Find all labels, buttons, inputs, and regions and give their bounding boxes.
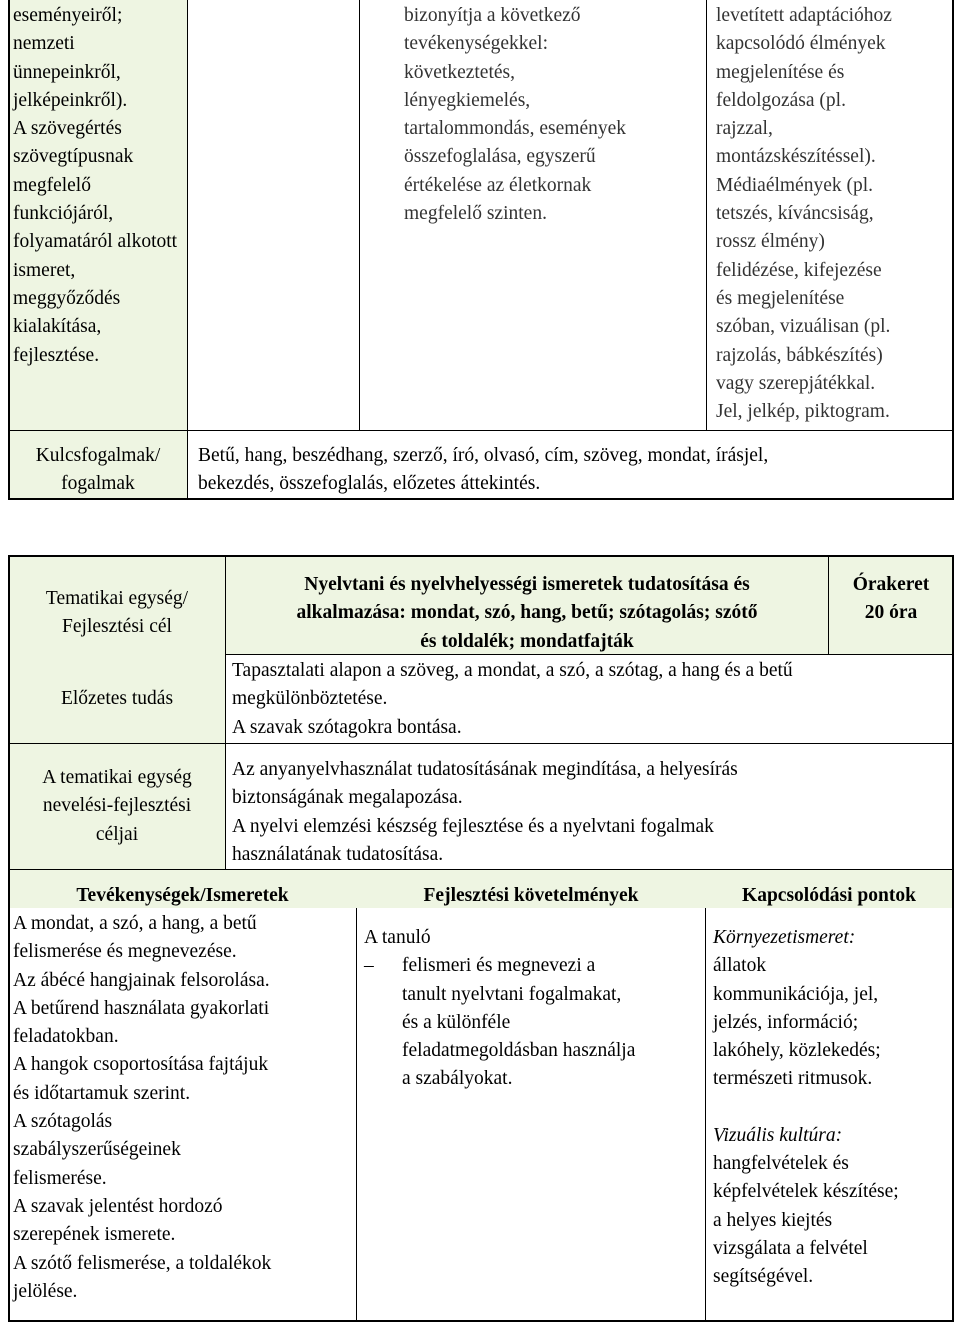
activities-text: A mondat, a szó, a hang, a betű felismerése és megnevezése. Az ábécé hangjainak felsorolása. A betűrend használata gyakorlati feladatokban. A hangok csoportosítása fajtájuk és időtartamuk szerint. A szótagolás szabályszerűségeinek felismerése. A szavak jelentést hordozó szerepének ismerete. A szótő felismerése, a toldalékok jelölése. <box>13 913 272 1302</box>
requirement-item: – felismeri és megnevezi a tanult nyelvtani fogalmakat, és a különféle feladatmegoldásban használja a szabályokat. <box>364 952 704 1093</box>
tema-label: Tematikai egység/ Fejlesztési cél <box>45 588 189 638</box>
header-kapcsolodasi-pontok: Kapcsolódási pontok <box>742 885 916 906</box>
connections-cell <box>713 924 951 1292</box>
connection-subject-kornyezetismeret: Környezetismeret: <box>713 927 856 948</box>
requirements-list <box>364 952 704 1093</box>
kulcsfogalmak-content: Betű, hang, beszédhang, szerző, író, olvasó, cím, szöveg, mondat, írásjel, bekezdés, összefoglalás, előzetes áttekintés. <box>198 445 769 495</box>
header-fejlesztesi-kovetelmenyek: Fejlesztési követelmények <box>423 885 639 906</box>
connection-text-kornyezetismeret: állatok kommunikációja, jel, jelzés, információ; lakóhely, közlekedés; természeti ritmusok. <box>713 955 881 1090</box>
requirements-cell <box>364 924 704 1094</box>
orakeret-value: 20 óra <box>864 602 918 623</box>
table-tematikai-egyseg <box>0 555 960 1323</box>
row1-col1-text: eseményeiről; nemzeti ünnepeinkről, jelképeinkről). A szövegértés szövegtípusnak megfelelő funkciójáról, folyamatáról alkotott ismeret, meggyőződés kialakítása, fejlesztése. <box>13 5 178 366</box>
table-top <box>0 0 960 500</box>
tema-title: Nyelvtani és nyelvhelyességi ismeretek tudatosítása és alkalmazása: mondat, szó, hang, betű; szótagolás; szótő és toldalék; mondatfajták <box>296 574 758 652</box>
connection-text-vizualis-kultura: hangfelvételek és képfelvételek készítése; a helyes kiejtés vizsgálata a felvétel segítségével. <box>713 1153 899 1288</box>
connection-subject-vizualis-kultura: Vizuális kultúra: <box>713 1124 843 1146</box>
orakeret-label: Órakeret <box>852 574 930 595</box>
row1-col2-text: bizonyítja a következő tevékenységekkel: következtetés, lényegkiemelés, tartalommondás, események összefoglalása, egyszerű értékelése az életkornak megfelelő szinten. <box>404 5 627 225</box>
elozetes-content: Tapasztalati alapon a szöveg, a mondat, a szó, a szótag, a hang és a betű megkülönböztetése. A szavak szótagokra bontása. <box>232 660 793 738</box>
header-tevekenysegek: Tevékenységek/Ismeretek <box>76 885 289 906</box>
celok-content: Az anyanyelvhasználat tudatosításának megindítása, a helyesírás biztonságának megalapozása. A nyelvi elemzési készség fejlesztése és a nyelvtani fogalmak használatának tudatosítása. <box>232 759 738 865</box>
kulcsfogalmak-label: Kulcsfogalmak/ fogalmak <box>35 445 161 495</box>
row1-col3-text: levetített adaptációhoz kapcsolódó élmények megjelenítése és feldolgozása (pl. rajzzal, montázskészítéssel). Médiaélmények (pl. tetszés, kíváncsiság, rossz élmény) felidézése, kifejezése és megjelenítése szóban, vizuálisan (pl. rajzolás, bábkészítés) vagy szerepjátékkal. Jel, jelkép, piktogram. <box>716 5 892 423</box>
elozetes-label: Előzetes tudás <box>60 688 174 709</box>
requirements-intro: A tanuló <box>364 927 431 948</box>
celok-label: A tematikai egység nevelési-fejlesztési céljai <box>42 767 192 845</box>
